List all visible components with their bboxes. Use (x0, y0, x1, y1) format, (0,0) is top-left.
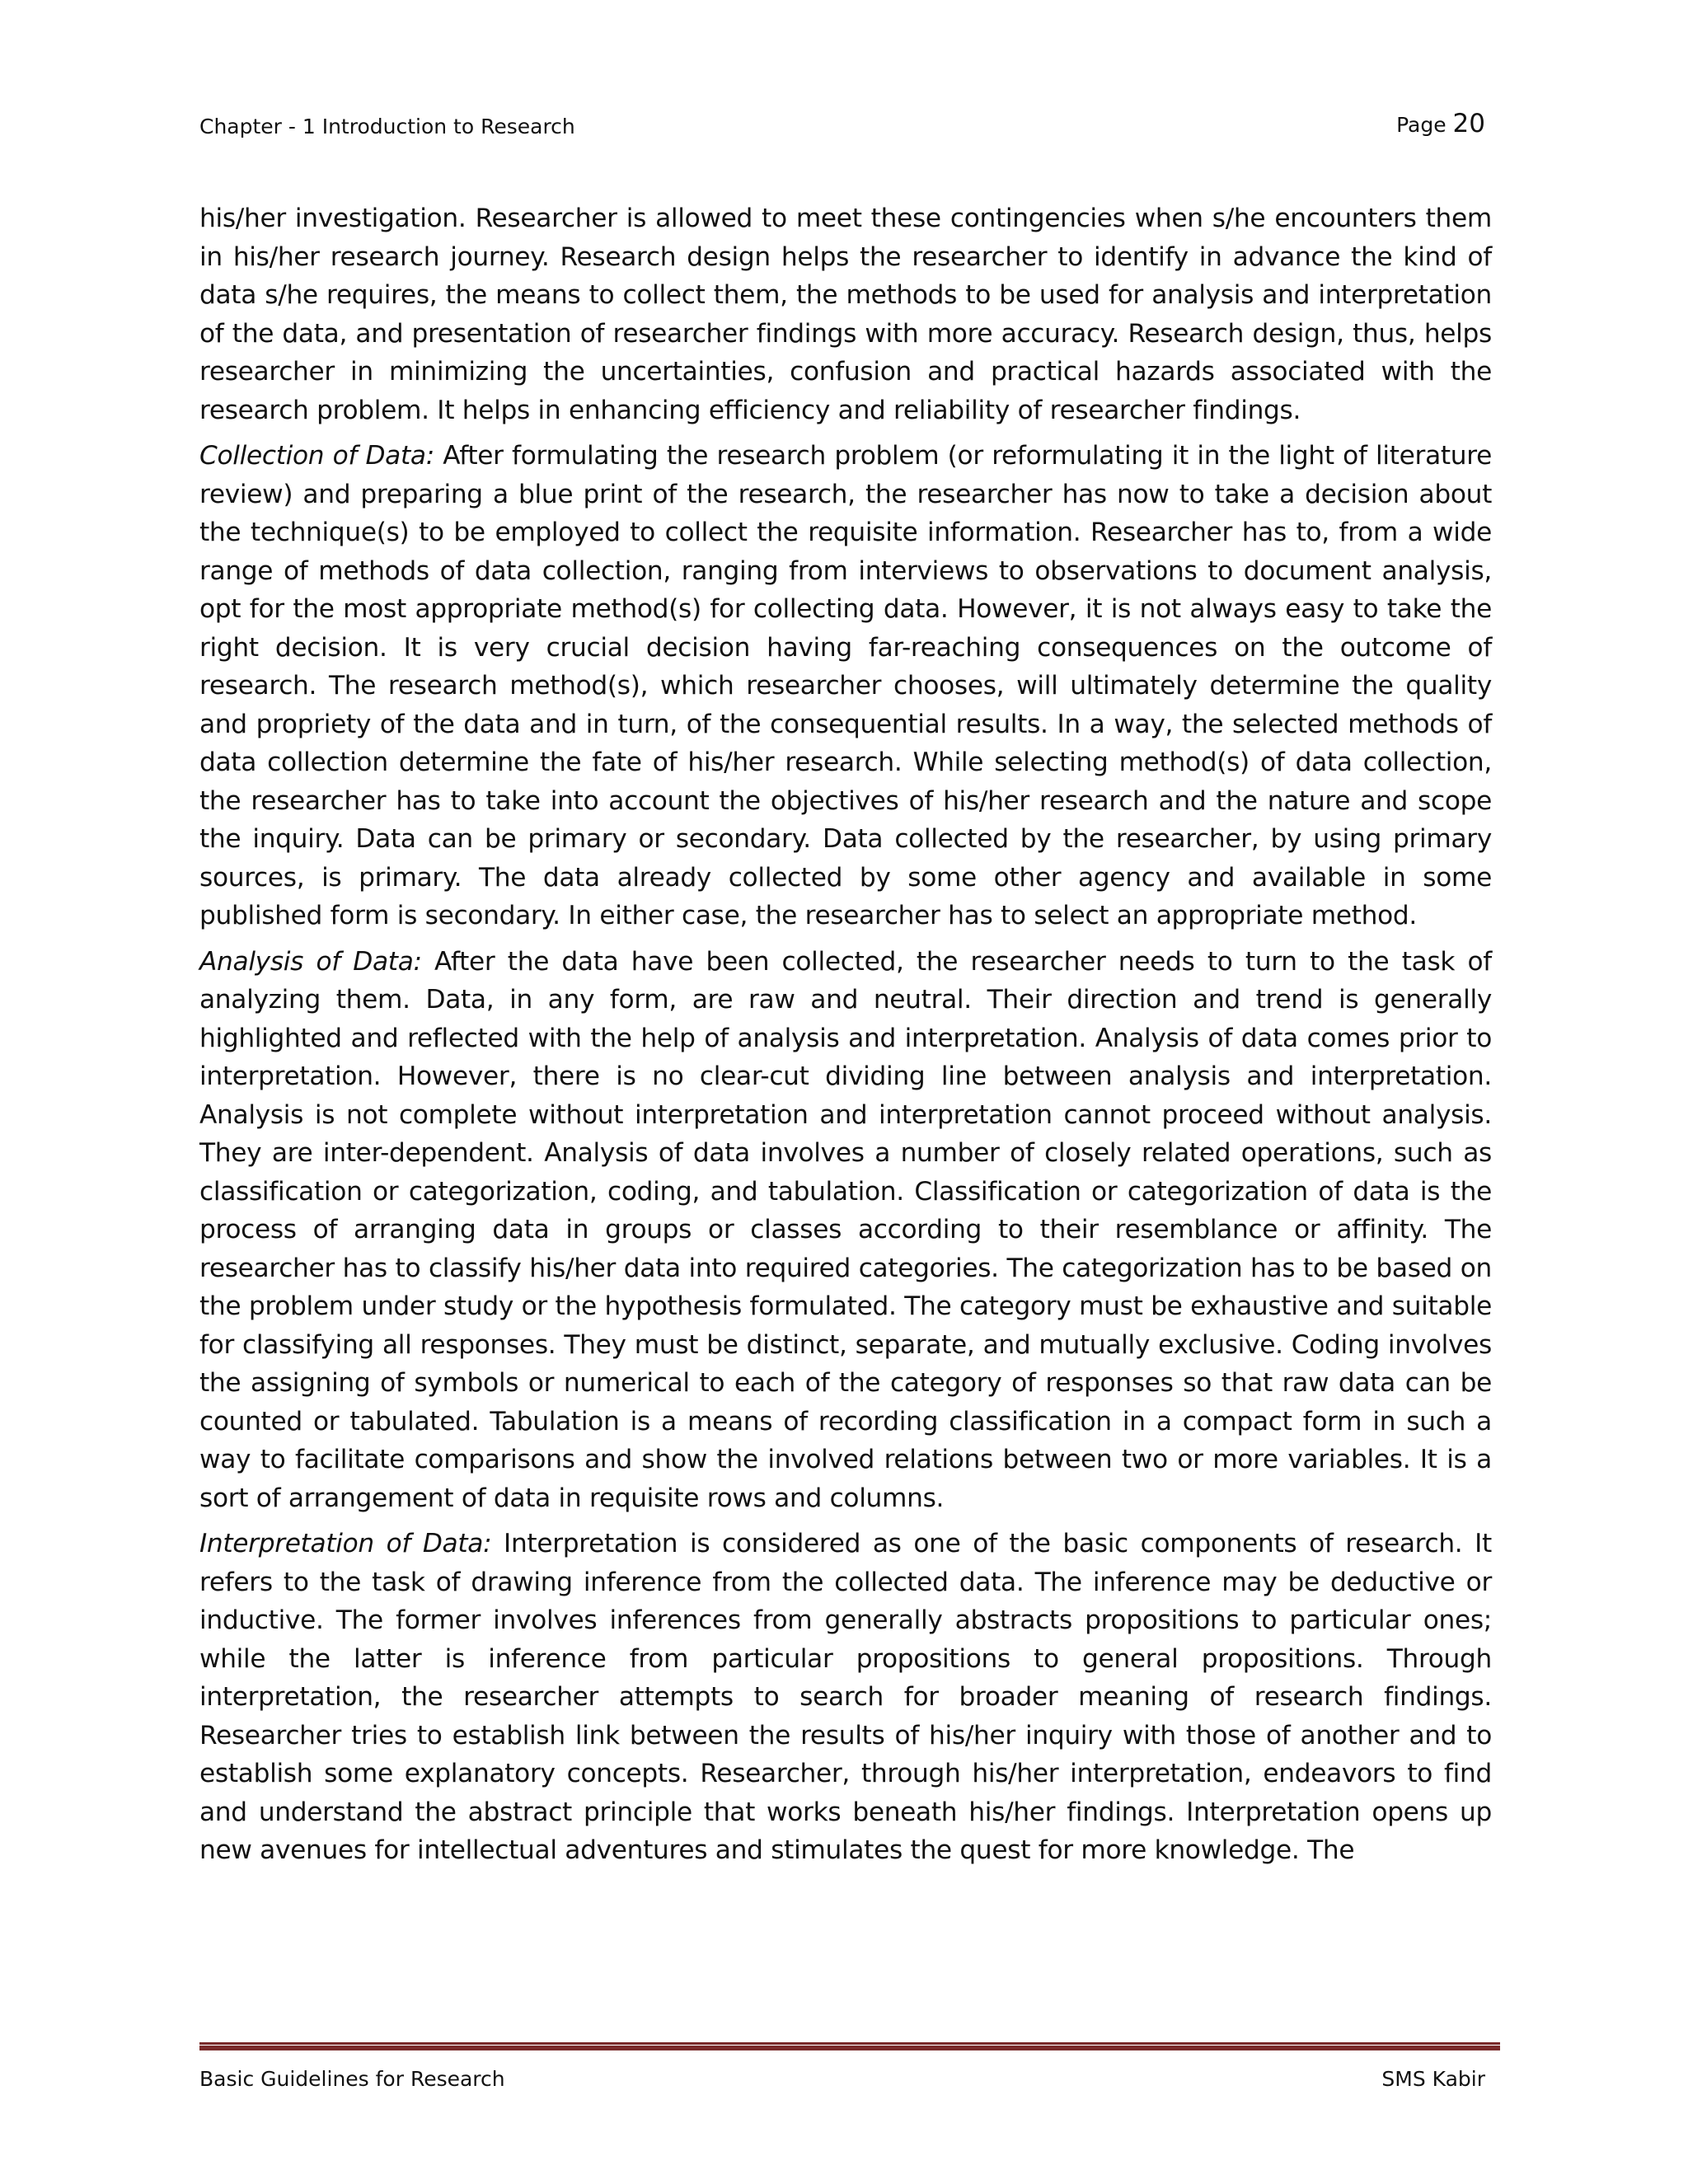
page-number-value: 20 (1452, 109, 1485, 138)
paragraph-lead: Interpretation of Data: (199, 1529, 492, 1558)
footer-divider (199, 2042, 1500, 2050)
footer-author: SMS Kabir (1381, 2067, 1485, 2091)
paragraph-text: After the data have been collected, the researcher needs to turn to the task of analyzing them. Data, in any form, are raw and neutral. Their direction and trend is generally highlighted and reflected with the help of analysis and interpretation. Analysis of data comes prior to interpretation. However, there is no clear-cut dividing line between analysis and interpretation. Analysis is not complete without interpretation and interpretation cannot proceed without analysis. They are inter-dependent. Analysis of data involves a number of closely related operations, such as classification or categorization, coding, and tabulation. Classification or categorization of data is the process of arranging data in groups or classes according to their resemblance or affinity. The researcher has to classify his/her data into required categories. The categorization has to be based on the problem under study or the hypothesis formulated. The category must be exhaustive and suitable for classifying all responses. They must be distinct, separate, and mutually exclusive. Coding involves the assigning of symbols or numerical to each of the category of responses so that raw data can be counted or tabulated. Tabulation is a means of recording classification in a compact form in such a way to facilitate comparisons and show the involved relations between two or more variables. It is a sort of arrangement of data in requisite rows and columns. (199, 946, 1492, 1513)
paragraph-text: After formulating the research problem (or reformulating it in the light of literature review) and preparing a blue print of the research, the researcher has now to take a decision about the technique(s) to be employed to collect the requisite information. Researcher has to, from a wide range of methods of data collection, ranging from interviews to observations to document analysis, opt for the most appropriate method(s) for collecting data. However, it is not always easy to take the right decision. It is very crucial decision having far-reaching consequences on the outcome of research. The research method(s), which researcher chooses, will ultimately determine the quality and propriety of the data and in turn, of the consequential results. In a way, the selected methods of data collection determine the fate of his/her research. While selecting method(s) of data collection, the researcher has to take into account the objectives of his/her research and the nature and scope the inquiry. Data can be primary or secondary. Data collected by the researcher, by using primary sources, is primary. The data already collected by some other agency and available in some published form is secondary. In either case, the researcher has to select an appropriate method. (199, 441, 1493, 930)
body-text (199, 199, 1492, 1877)
page-header (199, 105, 1485, 138)
paragraph-analysis-of-data (199, 943, 1492, 1518)
page-footer (199, 2067, 1485, 2095)
paragraph-text: his/her investigation. Researcher is allowed to meet these contingencies when s/he encounters them in his/her research journey. Research design helps the researcher to identify in advance the kind of data s/he requires, the means to collect them, the methods to be used for analysis and interpretation of the data, and presentation of researcher findings with more accuracy. Research design, thus, helps researcher in minimizing the uncertainties, confusion and practical hazards associated with the research problem. It helps in enhancing efficiency and reliability of researcher findings. (199, 204, 1492, 425)
paragraph-research-design (199, 199, 1492, 429)
page-number (1396, 109, 1485, 138)
paragraph-collection-of-data (199, 437, 1492, 935)
paragraph-text: Interpretation is considered as one of the basic components of research. It refers to the task of drawing inference from the collected data. The inference may be deductive or inductive. The former involves inferences from generally abstracts propositions to particular ones; while the latter is inference from particular propositions to general propositions. Through interpretation, the researcher attempts to search for broader meaning of research findings. Researcher tries to establish link between the results of his/her inquiry with those of another and to establish some explanatory concepts. Researcher, through his/her interpretation, endeavors to find and understand the abstract principle that works beneath his/her findings. Interpretation opens up new avenues for intellectual adventures and stimulates the quest for more knowledge. The (199, 1529, 1492, 1865)
paragraph-lead: Analysis of Data: (199, 946, 422, 977)
paragraph-lead: Collection of Data: (199, 441, 434, 471)
footer-book-title: Basic Guidelines for Research (199, 2067, 505, 2091)
page-label: Page (1396, 113, 1447, 137)
chapter-title: Chapter - 1 Introduction to Research (199, 115, 575, 138)
paragraph-interpretation-of-data (199, 1525, 1492, 1870)
